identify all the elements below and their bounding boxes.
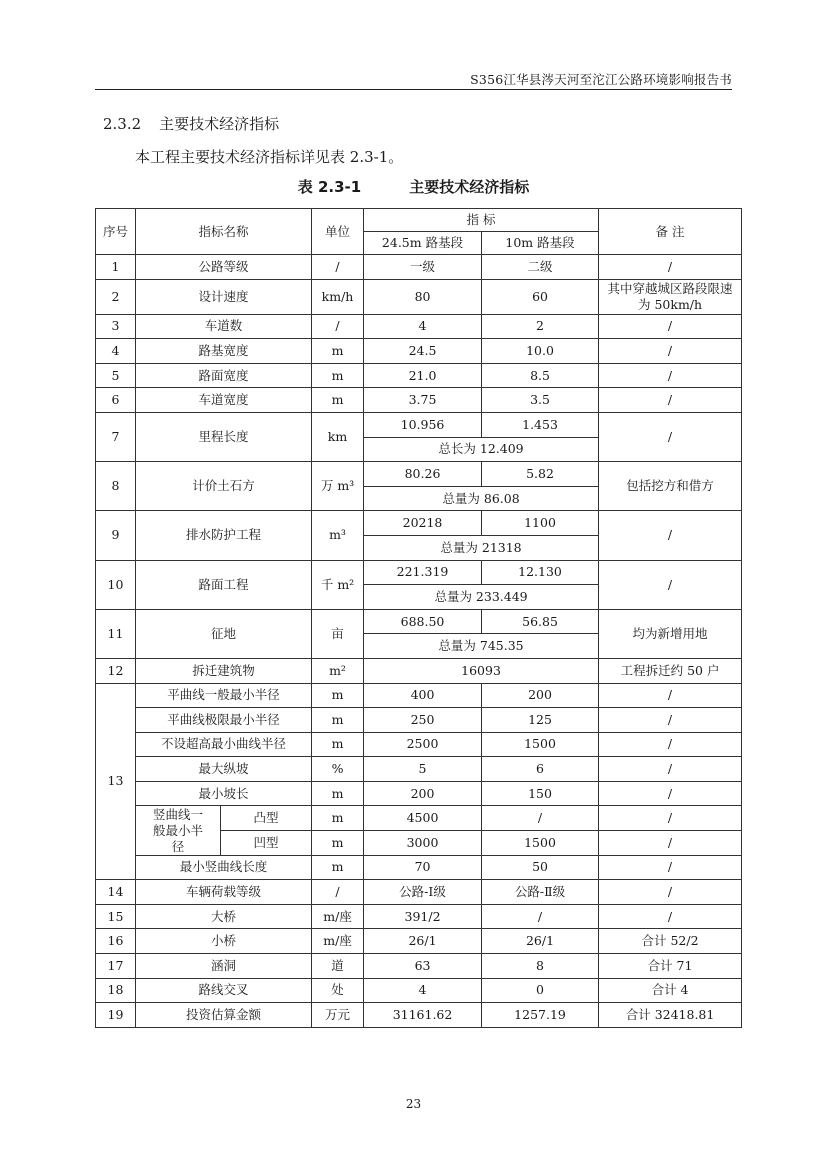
row-number: 1 [96, 255, 136, 280]
unit-cell: m² [312, 658, 364, 683]
value-24-5m: 4 [364, 314, 482, 339]
running-header: S356江华县涔天河至沱江公路环境影响报告书 [470, 72, 732, 87]
unit-cell: m [312, 806, 364, 831]
table-row [96, 388, 742, 413]
remark-cell: 合计 52/2 [599, 929, 742, 954]
unit-cell: / [312, 880, 364, 905]
table-row [96, 462, 742, 487]
indicator-name: 涵洞 [136, 954, 312, 979]
unit-cell: m [312, 708, 364, 733]
header-unit: 单位 [312, 209, 364, 255]
value-10m: 10.0 [482, 339, 599, 364]
row-number: 19 [96, 1003, 136, 1028]
row-number: 14 [96, 880, 136, 905]
remark-cell: / [599, 388, 742, 413]
value-24-5m: 250 [364, 708, 482, 733]
value-24-5m: 21.0 [364, 363, 482, 388]
spec-table [95, 208, 742, 1028]
value-10m: 56.85 [482, 609, 599, 634]
value-24-5m: 20218 [364, 511, 482, 536]
row-number: 10 [96, 560, 136, 609]
value-24-5m: 26/1 [364, 929, 482, 954]
remark-cell: / [599, 880, 742, 905]
value-10m: 2 [482, 314, 599, 339]
unit-cell: 亩 [312, 609, 364, 658]
table-caption-title: 主要技术经济指标 [409, 178, 530, 196]
value-24-5m: 391/2 [364, 904, 482, 929]
header-indicator: 指 标 [364, 209, 599, 232]
remark-cell: 合计 71 [599, 954, 742, 979]
unit-cell: m [312, 339, 364, 364]
value-10m: 200 [482, 683, 599, 708]
table-row-group13 [96, 732, 742, 757]
unit-cell: m/座 [312, 904, 364, 929]
merged-value: 16093 [364, 658, 599, 683]
indicator-name: 排水防护工程 [136, 511, 312, 560]
value-24-5m: 80.26 [364, 462, 482, 487]
value-10m: 8 [482, 954, 599, 979]
remark-cell: / [599, 363, 742, 388]
table-row [96, 954, 742, 979]
value-10m: 60 [482, 279, 599, 314]
value-24-5m: 公路-Ⅰ级 [364, 880, 482, 905]
indicator-name: 不设超高最小曲线半径 [136, 732, 312, 757]
remark-cell: / [599, 560, 742, 609]
value-24-5m: 31161.62 [364, 1003, 482, 1028]
unit-cell: km [312, 412, 364, 461]
value-10m: 1257.19 [482, 1003, 599, 1028]
value-24-5m: 3000 [364, 831, 482, 856]
value-10m: 3.5 [482, 388, 599, 413]
indicator-name: 大桥 [136, 904, 312, 929]
indicator-name: 路基宽度 [136, 339, 312, 364]
value-10m: 0 [482, 978, 599, 1003]
indicator-name: 路线交叉 [136, 978, 312, 1003]
unit-cell: km/h [312, 279, 364, 314]
value-24-5m: 一级 [364, 255, 482, 280]
row-number: 8 [96, 462, 136, 511]
table-header-row [96, 209, 742, 232]
table-row [96, 880, 742, 905]
indicator-name: 车道宽度 [136, 388, 312, 413]
curve-type: 凸型 [221, 806, 312, 831]
indicator-name: 拆迁建筑物 [136, 658, 312, 683]
value-24-5m: 10.956 [364, 412, 482, 437]
row-number: 6 [96, 388, 136, 413]
vertical-curve-label: 竖曲线一般最小半径 [136, 806, 221, 855]
value-10m: / [482, 904, 599, 929]
unit-cell: m [312, 388, 364, 413]
table-caption-number: 表 2.3-1 [297, 178, 362, 196]
indicator-name: 最大纵坡 [136, 757, 312, 782]
value-10m: 12.130 [482, 560, 599, 585]
remark-cell: / [599, 732, 742, 757]
indicator-name: 车道数 [136, 314, 312, 339]
value-24-5m: 4500 [364, 806, 482, 831]
indicator-name: 最小坡长 [136, 781, 312, 806]
value-10m: 125 [482, 708, 599, 733]
value-24-5m: 400 [364, 683, 482, 708]
indicator-name: 里程长度 [136, 412, 312, 461]
header-divider [95, 89, 732, 90]
total-value: 总量为 233.449 [364, 585, 599, 610]
table-row [96, 314, 742, 339]
value-10m: 6 [482, 757, 599, 782]
remark-cell: / [599, 339, 742, 364]
value-24-5m: 63 [364, 954, 482, 979]
curve-type: 凹型 [221, 831, 312, 856]
value-10m: 1500 [482, 831, 599, 856]
value-10m: 26/1 [482, 929, 599, 954]
row-number: 7 [96, 412, 136, 461]
total-value: 总量为 21318 [364, 535, 599, 560]
remark-cell: 工程拆迁约 50 户 [599, 658, 742, 683]
row-number: 16 [96, 929, 136, 954]
remark-cell: / [599, 781, 742, 806]
row-number: 5 [96, 363, 136, 388]
remark-cell: 合计 32418.81 [599, 1003, 742, 1028]
table-row-group13 [96, 757, 742, 782]
table-row [96, 560, 742, 585]
table-row [96, 609, 742, 634]
header-name: 指标名称 [136, 209, 312, 255]
table-row [96, 279, 742, 314]
table-row-group13 [96, 708, 742, 733]
value-24-5m: 5 [364, 757, 482, 782]
remark-cell: 均为新增用地 [599, 609, 742, 658]
unit-cell: 千 m² [312, 560, 364, 609]
unit-cell: m [312, 683, 364, 708]
value-24-5m: 70 [364, 855, 482, 880]
value-10m: 二级 [482, 255, 599, 280]
value-24-5m: 688.50 [364, 609, 482, 634]
value-10m: 5.82 [482, 462, 599, 487]
value-24-5m: 221.319 [364, 560, 482, 585]
row-number: 4 [96, 339, 136, 364]
row-number: 11 [96, 609, 136, 658]
section-heading [103, 113, 279, 134]
unit-cell: m/座 [312, 929, 364, 954]
unit-cell: m [312, 855, 364, 880]
row-number: 15 [96, 904, 136, 929]
total-value: 总长为 12.409 [364, 437, 599, 462]
value-10m: 1100 [482, 511, 599, 536]
remark-cell: / [599, 412, 742, 461]
indicator-name: 最小竖曲线长度 [136, 855, 312, 880]
indicator-name: 平曲线一般最小半径 [136, 683, 312, 708]
value-24-5m: 3.75 [364, 388, 482, 413]
table-row-group13 [96, 806, 742, 831]
section-number: 2.3.2 [103, 115, 142, 133]
page-number: 23 [405, 1097, 422, 1111]
table-row-group13 [96, 855, 742, 880]
unit-cell: 道 [312, 954, 364, 979]
unit-cell: m [312, 732, 364, 757]
section-title: 主要技术经济指标 [159, 115, 280, 133]
indicator-name: 投资估算金额 [136, 1003, 312, 1028]
value-10m: 8.5 [482, 363, 599, 388]
row-number: 12 [96, 658, 136, 683]
remark-cell: / [599, 831, 742, 856]
remark-cell: 其中穿越城区路段限速为 50km/h [599, 279, 742, 314]
table-row [96, 511, 742, 536]
table-row [96, 929, 742, 954]
value-10m: 1500 [482, 732, 599, 757]
table-row [96, 339, 742, 364]
value-10m: 公路-Ⅱ级 [482, 880, 599, 905]
value-10m: 150 [482, 781, 599, 806]
remark-cell: / [599, 904, 742, 929]
remark-cell: / [599, 757, 742, 782]
value-24-5m: 4 [364, 978, 482, 1003]
indicator-name: 车辆荷载等级 [136, 880, 312, 905]
unit-cell: / [312, 314, 364, 339]
remark-cell: / [599, 806, 742, 831]
total-value: 总量为 86.08 [364, 486, 599, 511]
header-col-b: 10m 路基段 [482, 232, 599, 255]
unit-cell: 万 m³ [312, 462, 364, 511]
remark-cell: / [599, 708, 742, 733]
remark-cell: / [599, 314, 742, 339]
indicator-name: 路面工程 [136, 560, 312, 609]
header-col-a: 24.5m 路基段 [364, 232, 482, 255]
unit-cell: % [312, 757, 364, 782]
remark-cell: / [599, 511, 742, 560]
value-24-5m: 200 [364, 781, 482, 806]
remark-cell: 合计 4 [599, 978, 742, 1003]
indicator-name: 公路等级 [136, 255, 312, 280]
remark-cell: / [599, 855, 742, 880]
table-row [96, 904, 742, 929]
value-10m: 1.453 [482, 412, 599, 437]
table-row [96, 978, 742, 1003]
table-row [96, 412, 742, 437]
total-value: 总量为 745.35 [364, 634, 599, 659]
table-row [96, 363, 742, 388]
table-row [96, 255, 742, 280]
indicator-name: 计价土石方 [136, 462, 312, 511]
table-row [96, 1003, 742, 1028]
value-24-5m: 24.5 [364, 339, 482, 364]
header-seq: 序号 [96, 209, 136, 255]
value-10m: 50 [482, 855, 599, 880]
unit-cell: m³ [312, 511, 364, 560]
value-24-5m: 80 [364, 279, 482, 314]
unit-cell: m [312, 831, 364, 856]
value-24-5m: 2500 [364, 732, 482, 757]
unit-cell: / [312, 255, 364, 280]
indicator-name: 小桥 [136, 929, 312, 954]
table-row-group13 [96, 781, 742, 806]
indicator-name: 路面宽度 [136, 363, 312, 388]
unit-cell: 万元 [312, 1003, 364, 1028]
table-row [96, 658, 742, 683]
header-remark: 备 注 [599, 209, 742, 255]
remark-cell: / [599, 255, 742, 280]
indicator-name: 设计速度 [136, 279, 312, 314]
row-number: 3 [96, 314, 136, 339]
remark-cell: / [599, 683, 742, 708]
intro-paragraph: 本工程主要技术经济指标详见表 2.3-1。 [135, 148, 404, 166]
indicator-name: 征地 [136, 609, 312, 658]
indicator-name: 平曲线极限最小半径 [136, 708, 312, 733]
table-caption [0, 176, 827, 197]
row-number: 9 [96, 511, 136, 560]
row-number: 13 [96, 683, 136, 880]
unit-cell: 处 [312, 978, 364, 1003]
table-row-group13 [96, 683, 742, 708]
row-number: 17 [96, 954, 136, 979]
remark-cell: 包括挖方和借方 [599, 462, 742, 511]
value-10m: / [482, 806, 599, 831]
unit-cell: m [312, 363, 364, 388]
row-number: 18 [96, 978, 136, 1003]
unit-cell: m [312, 781, 364, 806]
row-number: 2 [96, 279, 136, 314]
